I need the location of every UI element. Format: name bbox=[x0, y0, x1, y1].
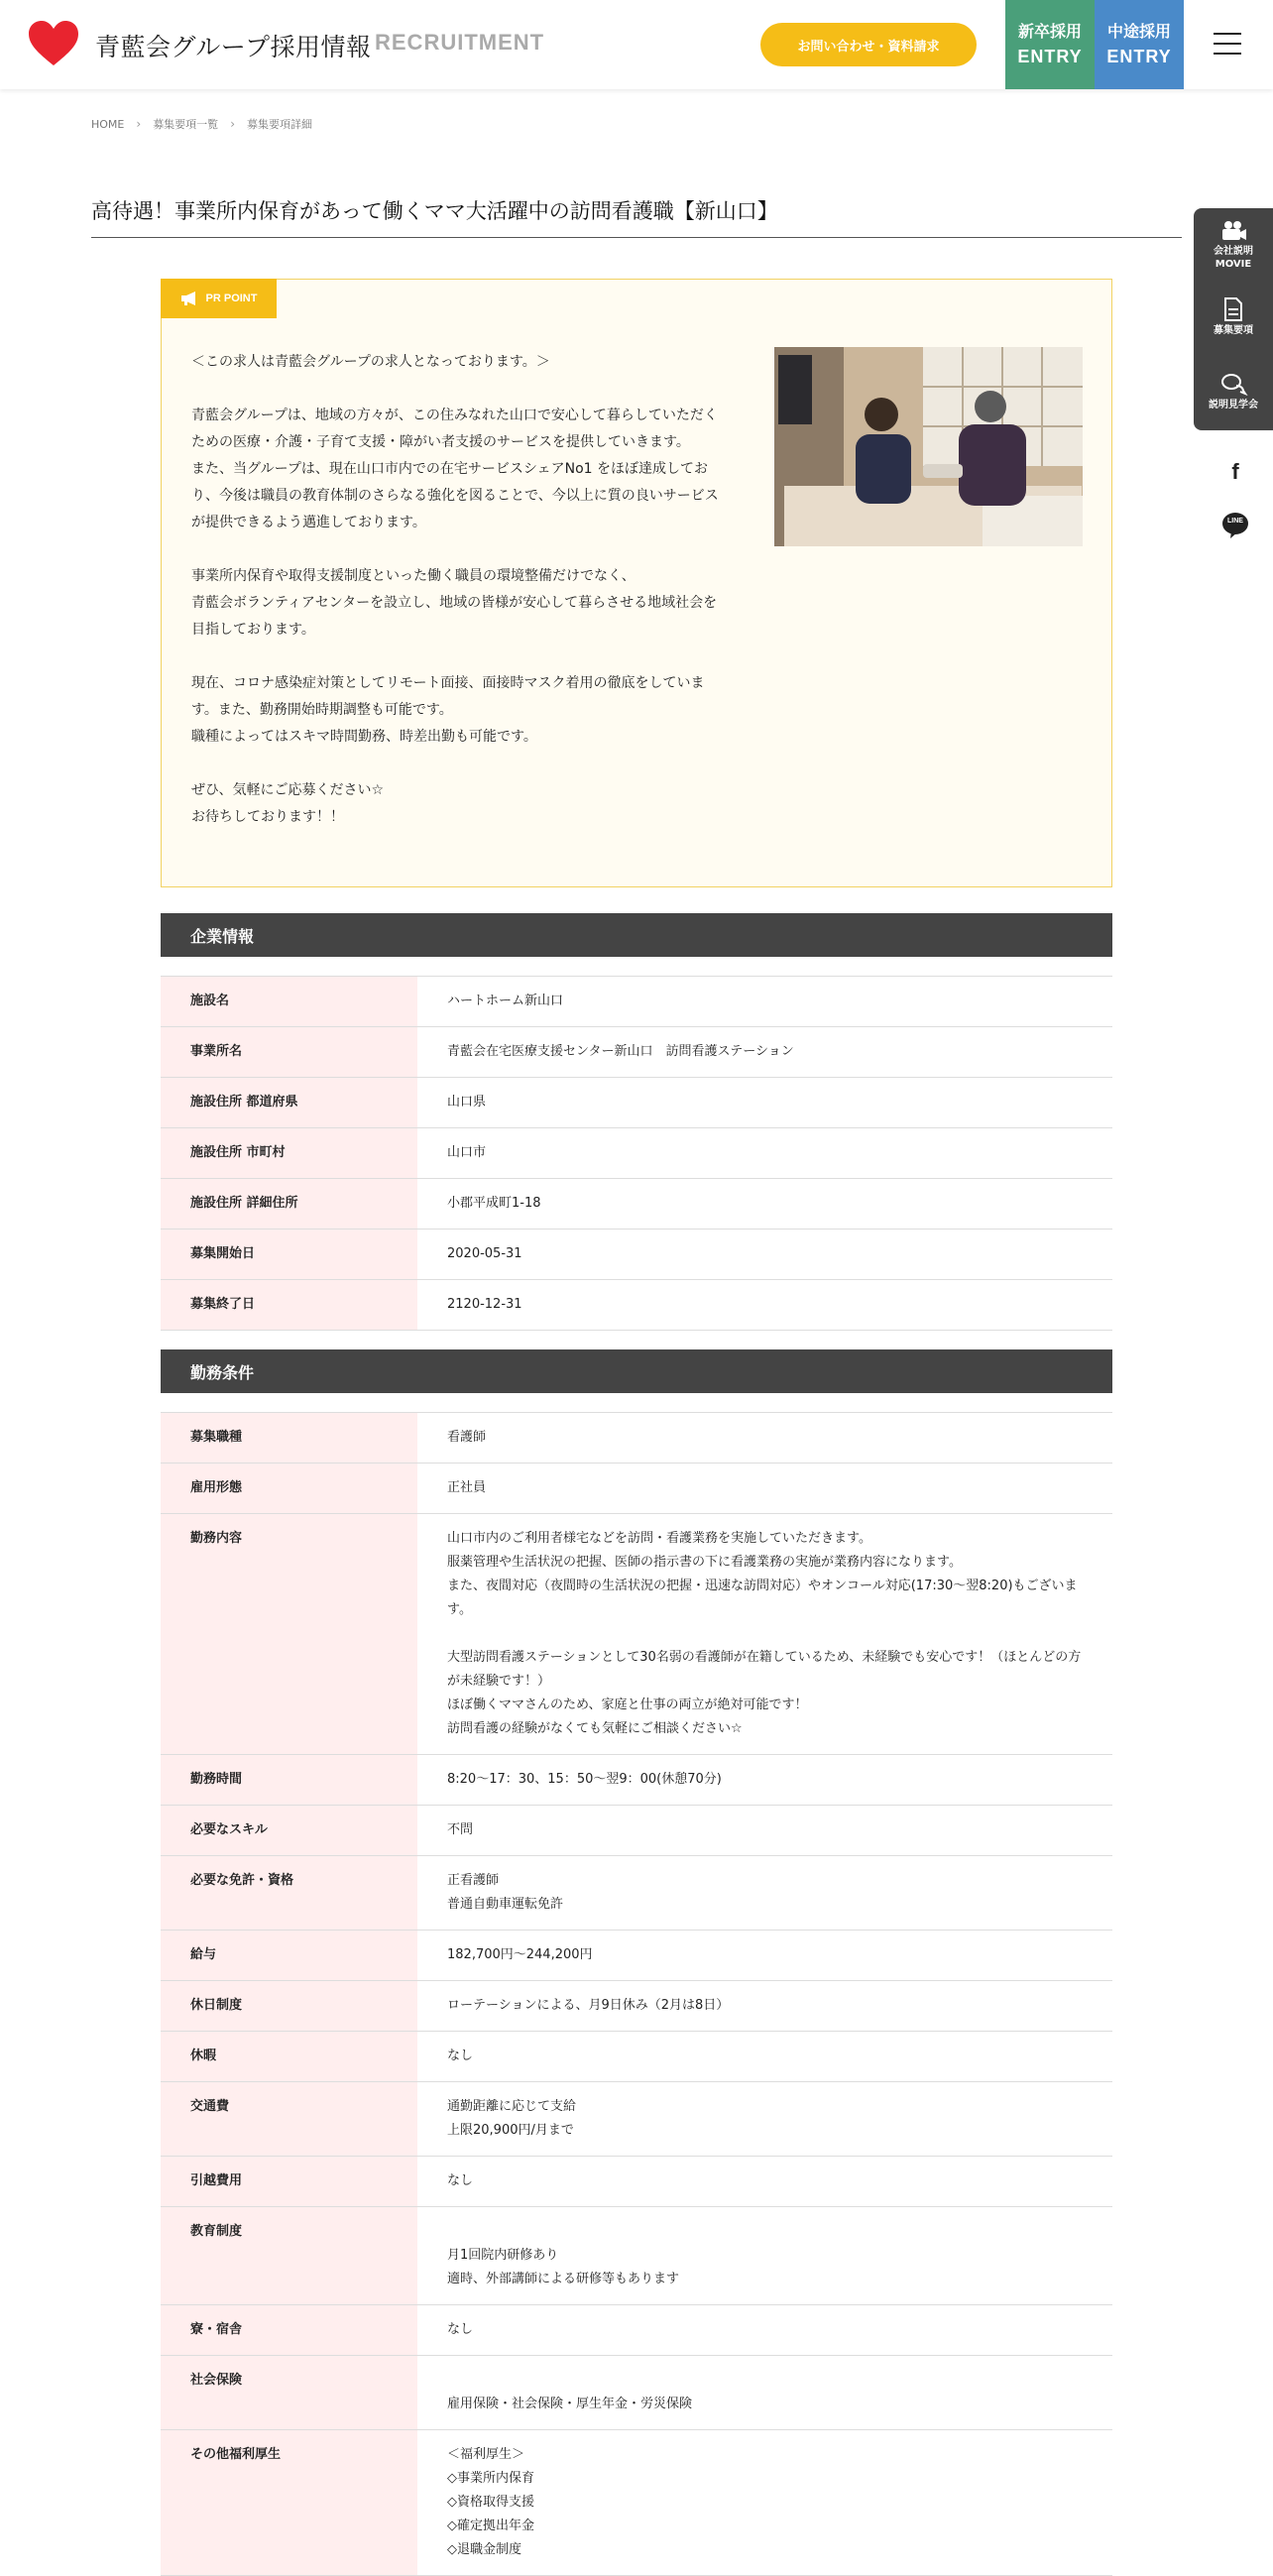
pr-paragraph: ＜この求人は青藍会グループの求人となっております。＞ bbox=[191, 354, 550, 370]
line-icon[interactable] bbox=[1221, 512, 1249, 539]
pr-point-box bbox=[161, 279, 1112, 887]
table-row bbox=[161, 1179, 1112, 1229]
row-label: 施設住所 詳細住所 bbox=[161, 1179, 417, 1229]
row-value: 正社員 bbox=[447, 1480, 487, 1495]
pr-paragraph: ぜひ、気軽にご応募ください☆ bbox=[191, 782, 384, 798]
row-value: ローテーションによる、月9日休み（2月は8日） bbox=[447, 1998, 730, 2013]
row-label: 雇用形態 bbox=[161, 1464, 417, 1513]
pr-paragraph bbox=[191, 644, 727, 670]
table-row bbox=[161, 1280, 1112, 1331]
row-value: 通勤距離に応じて支給 上限20,900円/月まで bbox=[447, 2099, 577, 2138]
table-row bbox=[161, 1229, 1112, 1280]
row-value: なし bbox=[447, 2322, 474, 2337]
sidenav-recruit-label: 募集要項 bbox=[1214, 325, 1253, 336]
row-value: 山口市 bbox=[447, 1145, 487, 1160]
row-value: 小郡平成町1-18 bbox=[447, 1196, 541, 1211]
row-value: 182,700円～244,200円 bbox=[447, 1947, 593, 1962]
breadcrumb-list[interactable]: 募集要項一覧 bbox=[153, 118, 219, 131]
pr-paragraph bbox=[191, 751, 727, 777]
new-grad-entry-button[interactable] bbox=[1005, 0, 1095, 89]
row-value: 青藍会在宅医療支援センター新山口 訪問看護ステーション bbox=[447, 1044, 794, 1059]
megaphone-icon bbox=[180, 292, 198, 305]
pr-paragraph: また、当グループは、現在山口市内での在宅サービスシェアNo1 をほぼ達成しており、今後は職員の教育体制のさらなる強化を図ることで、今以上に質の良いサービスが提供できるよう邁進しております。 bbox=[191, 461, 719, 530]
table-row bbox=[161, 1931, 1112, 1981]
table-row bbox=[161, 1078, 1112, 1128]
row-label: 募集開始日 bbox=[161, 1229, 417, 1279]
table-row bbox=[161, 1128, 1112, 1179]
table-row bbox=[161, 2157, 1112, 2207]
entry-mid-label: 中途採用 bbox=[1106, 22, 1171, 41]
row-value: 正看護師 普通自動車運転免許 bbox=[447, 1873, 564, 1912]
table-row bbox=[161, 1755, 1112, 1806]
entry-new-label: 新卒採用 bbox=[1017, 22, 1082, 41]
pr-paragraph bbox=[191, 376, 727, 403]
table-row bbox=[161, 2207, 1112, 2305]
title-divider bbox=[91, 237, 1182, 238]
row-label: 寮・宿舎 bbox=[161, 2305, 417, 2355]
row-label: 社会保険 bbox=[161, 2356, 417, 2429]
row-value: 山口県 bbox=[447, 1095, 487, 1110]
sidenav-movie-label1: 会社説明 bbox=[1214, 246, 1253, 257]
site-header bbox=[0, 0, 1273, 89]
row-value: 2020-05-31 bbox=[447, 1246, 522, 1261]
line-glyph: LINE bbox=[1227, 518, 1243, 525]
pr-description bbox=[191, 349, 727, 831]
sidenav-item-seminar[interactable] bbox=[1194, 372, 1273, 411]
work-conditions-table bbox=[161, 1412, 1112, 2576]
row-label: 事業所名 bbox=[161, 1027, 417, 1077]
table-row bbox=[161, 2356, 1112, 2430]
pr-point-label bbox=[161, 279, 277, 318]
side-floating-nav bbox=[1194, 208, 1273, 430]
table-row bbox=[161, 1514, 1112, 1755]
video-camera-icon bbox=[1219, 220, 1247, 242]
company-info-table bbox=[161, 976, 1112, 1331]
row-label: 勤務時間 bbox=[161, 1755, 417, 1805]
row-label: 募集終了日 bbox=[161, 1280, 417, 1330]
facebook-glyph: f bbox=[1231, 459, 1239, 484]
row-value: 雇用保険・社会保険・厚生年金・労災保険 bbox=[447, 2397, 693, 2411]
table-row bbox=[161, 2032, 1112, 2082]
entry-mid-sub: ENTRY bbox=[1106, 47, 1172, 66]
entry-new-sub: ENTRY bbox=[1017, 47, 1083, 66]
row-label: 募集職種 bbox=[161, 1413, 417, 1463]
hamburger-menu-icon[interactable] bbox=[1214, 32, 1241, 56]
row-value: 月1回院内研修あり 適時、外部講師による研修等もあります bbox=[447, 2248, 680, 2286]
row-label: 必要な免許・資格 bbox=[161, 1856, 417, 1930]
contact-button[interactable]: お問い合わせ・資料請求 bbox=[760, 23, 977, 66]
logo-subtitle: RECRUITMENT bbox=[375, 30, 545, 55]
breadcrumb-home[interactable]: HOME bbox=[91, 117, 125, 131]
breadcrumb bbox=[91, 116, 312, 132]
document-icon bbox=[1223, 297, 1243, 321]
chevron-right-icon: › bbox=[230, 117, 235, 131]
pr-paragraph bbox=[191, 536, 727, 563]
work-conditions-heading: 勤務条件 bbox=[161, 1349, 1112, 1393]
row-label: 勤務内容 bbox=[161, 1514, 417, 1754]
row-label: 必要なスキル bbox=[161, 1806, 417, 1855]
row-value: ＜福利厚生＞ ◇事業所内保育 ◇資格取得支援 ◇確定拠出年金 ◇退職金制度 bbox=[447, 2447, 534, 2557]
chat-icon bbox=[1220, 372, 1246, 396]
table-row bbox=[161, 2305, 1112, 2356]
pr-paragraph: 職種によってはスキマ時間勤務、時差出勤も可能です。 bbox=[191, 729, 537, 745]
row-label: 給与 bbox=[161, 1931, 417, 1980]
sidenav-movie-label2: MOVIE bbox=[1215, 259, 1252, 270]
breadcrumb-current: 募集要項詳細 bbox=[247, 118, 312, 131]
facebook-icon[interactable] bbox=[1221, 459, 1249, 487]
heart-logo-icon[interactable] bbox=[28, 20, 79, 67]
company-info-heading: 企業情報 bbox=[161, 913, 1112, 957]
mid-career-entry-button[interactable] bbox=[1095, 0, 1184, 89]
table-row bbox=[161, 1856, 1112, 1931]
pr-paragraph: お待ちしております！！ bbox=[191, 809, 344, 825]
row-label: 引越費用 bbox=[161, 2157, 417, 2206]
pr-paragraph: 現在、コロナ感染症対策としてリモート面接、面接時マスク着用の徹底をしています。また、勤務開始時期調整も可能です。 bbox=[191, 675, 705, 718]
row-label: 休暇 bbox=[161, 2032, 417, 2081]
row-value: 看護師 bbox=[447, 1430, 487, 1445]
logo-text[interactable]: 青藍会グループ採用情報 bbox=[95, 33, 372, 61]
pr-paragraph: 青藍会グループは、地域の方々が、この住みなれた山口で安心して暮らしていただくための医療・介護・子育て支援・障がい者支援のサービスを提供していきます。 bbox=[191, 408, 718, 450]
line-bubble-icon bbox=[1221, 512, 1249, 539]
sidenav-item-recruit[interactable] bbox=[1194, 297, 1273, 337]
table-row bbox=[161, 1981, 1112, 2032]
row-value: 2120-12-31 bbox=[447, 1297, 522, 1312]
table-row bbox=[161, 1027, 1112, 1078]
table-row bbox=[161, 1413, 1112, 1464]
row-value: 不問 bbox=[447, 1822, 474, 1837]
row-label: その他福利厚生 bbox=[161, 2430, 417, 2575]
row-value: 8:20～17：30、15：50～翌9：00(休憩70分) bbox=[447, 1772, 722, 1787]
pr-point-text: PR POINT bbox=[205, 293, 258, 304]
table-row bbox=[161, 2082, 1112, 2157]
row-label: 施設住所 市町村 bbox=[161, 1128, 417, 1178]
row-label: 教育制度 bbox=[161, 2207, 417, 2304]
row-label: 休日制度 bbox=[161, 1981, 417, 2031]
table-row bbox=[161, 1464, 1112, 1514]
row-value: ハートホーム新山口 bbox=[447, 994, 564, 1008]
pr-paragraph: 事業所内保育や取得支援制度といった働く職員の環境整備だけでなく、 bbox=[191, 568, 636, 584]
chevron-right-icon: › bbox=[136, 117, 142, 131]
page-title: 高待遇！事業所内保育があって働くママ大活躍中の訪問看護職【新山口】 bbox=[91, 199, 778, 223]
row-label: 施設住所 都道府県 bbox=[161, 1078, 417, 1127]
row-value: なし bbox=[447, 2173, 474, 2188]
pr-paragraph: 青藍会ボランティアセンターを設立し、地域の皆様が安心して暮らさせる地域社会を目指しております。 bbox=[191, 595, 718, 638]
row-value: 山口市内のご利用者様宅などを訪問・看護業務を実施していただきます。 服薬管理や生活状況の把握、医師の指示書の下に看護業務の実施が業務内容になります。 また、夜間対応（夜間時の生活状況の把握・迅速な訪問対応）やオンコール対応(17:30～翌8:20)もございます。 大型訪問看護ステーションとして30名弱の看護師が在籍しているため、未経験でも安心です！（ほとんどの方が未経験です！） ほぼ働くママさんのため、家庭と仕事の両立が絶対可能です！ 訪問看護の経験がなくても気軽にご相談ください☆ bbox=[447, 1531, 1082, 1736]
row-value: なし bbox=[447, 2049, 474, 2063]
table-row bbox=[161, 2430, 1112, 2576]
row-label: 交通費 bbox=[161, 2082, 417, 2156]
sidenav-seminar-label: 説明見学会 bbox=[1209, 400, 1258, 410]
sidenav-item-movie[interactable] bbox=[1194, 220, 1273, 271]
nurse-visit-photo bbox=[774, 347, 1083, 546]
table-row bbox=[161, 977, 1112, 1027]
table-row bbox=[161, 1806, 1112, 1856]
row-label: 施設名 bbox=[161, 977, 417, 1026]
